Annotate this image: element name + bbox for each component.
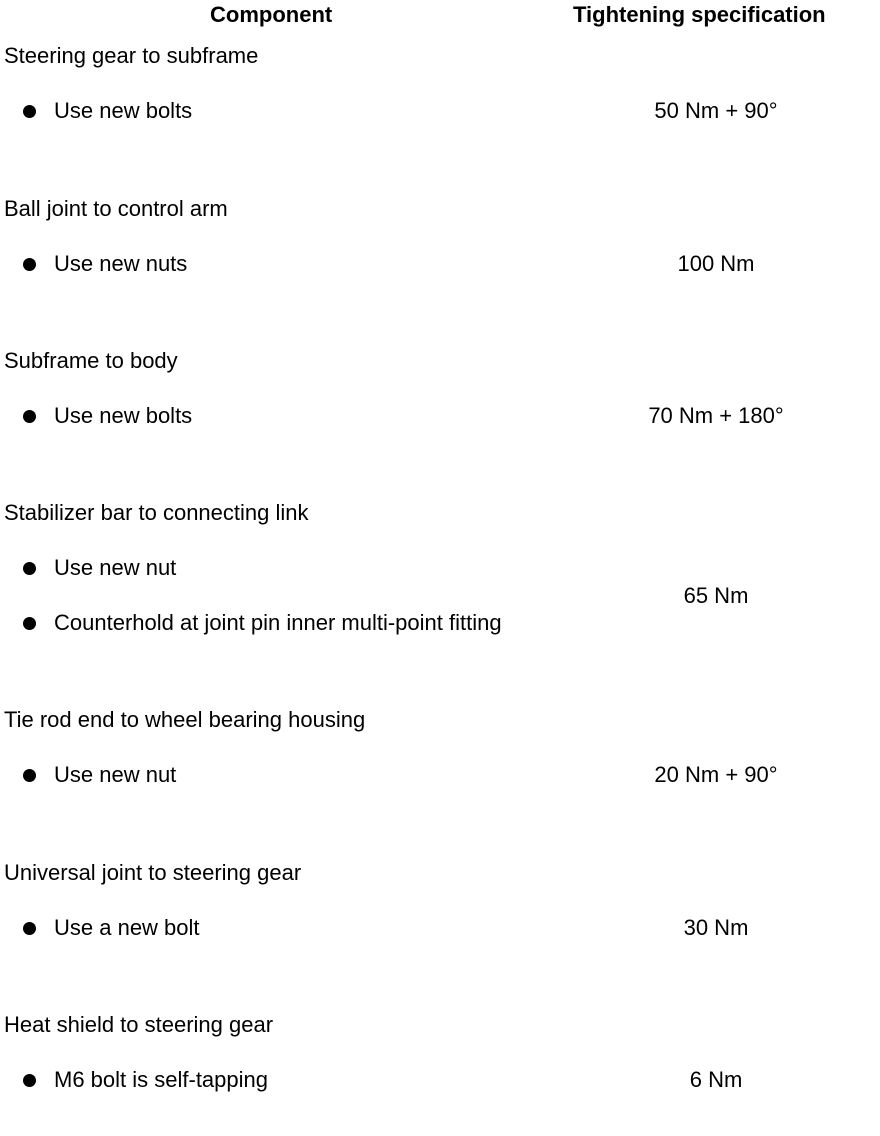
note: Use new nut [54,762,177,787]
note: M6 bolt is self-tapping [54,1067,268,1092]
bullet-icon [23,410,36,423]
note: Use a new bolt [54,915,200,940]
component-name: Universal joint to steering gear [4,860,302,885]
tightening-spec: 50 Nm + 90° [654,98,778,123]
note: Use new nuts [54,251,188,276]
component-name: Steering gear to subframe [4,43,259,68]
note: Use new bolts [54,403,193,428]
tightening-spec: 6 Nm [689,1067,743,1092]
tightening-spec: 30 Nm [683,915,749,940]
note: Use new bolts [54,98,193,123]
component-name: Stabilizer bar to connecting link [4,500,309,525]
component-name: Subframe to body [4,348,178,373]
component-name: Ball joint to control arm [4,196,228,221]
bullet-icon [23,769,36,782]
note: Counterhold at joint pin inner multi-point fitting [54,610,502,635]
bullet-icon [23,922,36,935]
component-name: Heat shield to steering gear [4,1012,274,1037]
bullet-icon [23,562,36,575]
tightening-spec: 65 Nm [683,583,749,608]
bullet-icon [23,617,36,630]
component-name: Tie rod end to wheel bearing housing [4,707,366,732]
header-component: Component [210,2,333,27]
note: Use new nut [54,555,177,580]
header-specification: Tightening specification [573,2,826,27]
tightening-spec: 20 Nm + 90° [654,762,778,787]
bullet-icon [23,258,36,271]
tightening-spec: 100 Nm [677,251,755,276]
bullet-icon [23,105,36,118]
bullet-icon [23,1074,36,1087]
tightening-spec: 70 Nm + 180° [648,403,784,428]
